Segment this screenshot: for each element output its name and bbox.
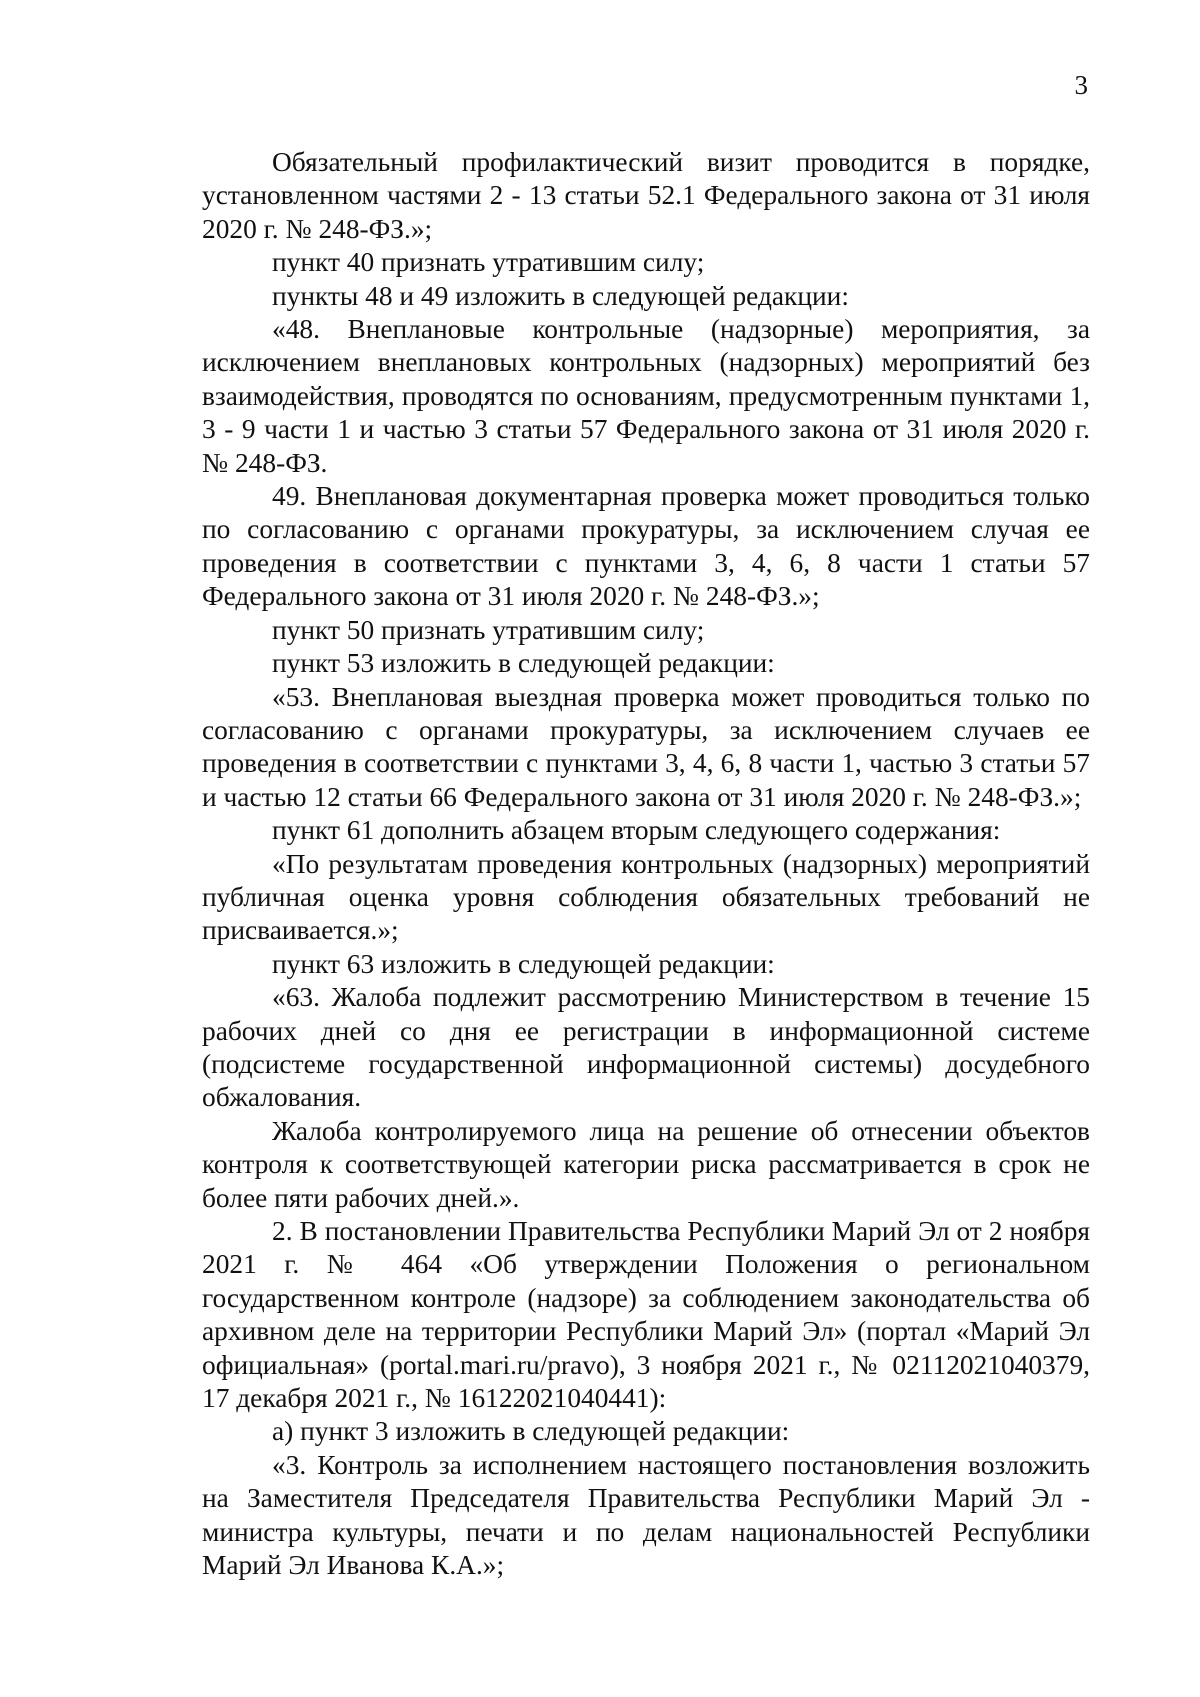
paragraph-3: пункты 48 и 49 изложить в следующей редакции: xyxy=(272,280,849,311)
paragraph-1: Обязательный профилактический визит проводится в порядке, установленном частями 2 - 13 статьи 52.1 Федерального закона от 31 июля 2020 г. № 248-ФЗ.»; xyxy=(202,147,1090,244)
page-number: 3 xyxy=(1074,70,1088,100)
paragraph-16: «3. Контроль за исполнением настоящего постановления возложить на Заместителя Председателя Правительства Республики Марий Эл - министра культуры, печати и по делам национальностей Республики Марий Эл Иванова К.А.»; xyxy=(202,1449,1090,1581)
paragraph-6: пункт 50 признать утратившим силу; xyxy=(272,614,705,645)
paragraph-11: пункт 63 изложить в следующей редакции: xyxy=(272,948,775,979)
paragraph-5: 49. Внеплановая документарная проверка может проводиться только по согласованию с органами прокуратуры, за исключением случая ее проведения в соответствии с пунктами 3, 4, 6, 8 части 1 статьи 57 Федерального закона от 31 июля 2020 г. № 248-ФЗ.»; xyxy=(202,481,1090,612)
paragraph-12: «63. Жалоба подлежит рассмотрению Министерством в течение 15 рабочих дней со дня ее регистрации в информационной системе (подсистеме государственной информационной системы) досудебного обжалования. xyxy=(202,982,1090,1113)
document-text xyxy=(202,146,1090,1582)
paragraph-7: пункт 53 изложить в следующей редакции: xyxy=(272,648,775,679)
paragraph-10: «По результатам проведения контрольных (надзорных) мероприятий публичная оценка уровня соблюдения обязательных требований не присваивается.»; xyxy=(202,848,1090,946)
paragraph-15: а) пункт 3 изложить в следующей редакции: xyxy=(272,1416,790,1447)
paragraph-8: «53. Внеплановая выездная проверка может проводиться только по согласованию с органами прокуратуры, за исключением случаев ее проведения в соответствии с пунктами 3, 4, 6, 8 части 1, частью 3 статьи 57 и частью 12 статьи 66 Федерального закона от 31 июля 2020 г. № 248-ФЗ.»; xyxy=(202,681,1090,812)
paragraph-9: пункт 61 дополнить абзацем вторым следующего содержания: xyxy=(272,815,1001,846)
paragraph-13: Жалоба контролируемого лица на решение об отнесении объектов контроля к соответствующей категории риска рассматривается в срок не более пяти рабочих дней.». xyxy=(202,1115,1090,1213)
paragraph-4: «48. Внеплановые контрольные (надзорные) мероприятия, за исключением внеплановых контрольных (надзорных) мероприятий без взаимодействия, проводятся по основаниям, предусмотренным пунктами 1, 3 - 9 части 1 и частью 3 статьи 57 Федерального закона от 31 июля 2020 г. № 248-ФЗ. xyxy=(202,314,1090,478)
paragraph-14: 2. В постановлении Правительства Республики Марий Эл от 2 ноября 2021 г. № 464 «Об утверждении Положения о региональном государственном контроле (надзоре) за соблюдением законодательства об архивном деле на территории Республики Марий Эл» (портал «Марий Эл официальная» (portal.mari.ru/pravo), 3 ноября 2021 г., № 02112021040379, 17 декабря 2021 г., № 16122021040441): xyxy=(202,1216,1090,1414)
paragraph-2: пункт 40 признать утратившим силу; xyxy=(272,247,705,278)
